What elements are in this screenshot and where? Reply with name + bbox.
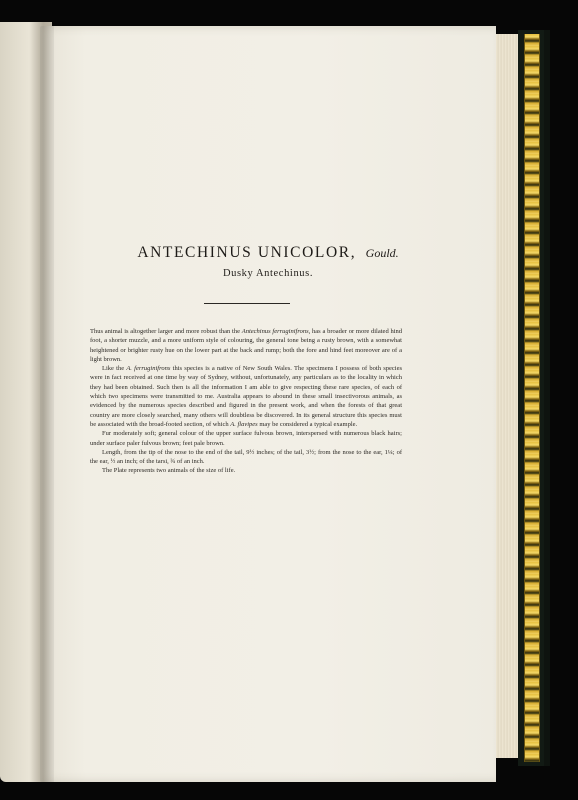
page-block-edges bbox=[496, 34, 519, 758]
text-run: The Plate represents two animals of the size of life. bbox=[102, 467, 236, 475]
description-paragraph bbox=[90, 364, 402, 429]
text-run: this species is a native of New South Wales. The specimens I possess of both species were in fact received at one time by way of Sydney, without, unfortunately, any particulars as to the locality in which they had been obtained. Such then is all the information I am able to give respecting these rare species, of each of which two specimens were transmitted to me. Australia appears to abound in these small insectivorous animals, as evidenced by the numerous species described and figured in the present work, and when the forests of that great country are more closely searched, many others will doubtless be discovered. In its general structure this species must be associated with the broad-footed section, of which bbox=[90, 365, 402, 428]
text-run: Like the bbox=[102, 365, 127, 373]
description-paragraph bbox=[90, 448, 402, 467]
text-run: may be considered a typical example. bbox=[257, 420, 358, 428]
cover-edge bbox=[544, 30, 550, 766]
gilt-tooling-ornament bbox=[524, 34, 540, 762]
text-run: , has a broader or more dilated hind foot, a shorter muzzle, and a more uniform style of colouring, the general tone being a rusty brown, with a somewhat heightened or brighter rusty hue on the lower part at the back and rump; both the fore and hind feet moreover are of a light brown. bbox=[90, 328, 403, 363]
text-run: Thus animal is altogether larger and more robust than the bbox=[90, 328, 242, 335]
description-paragraph bbox=[90, 327, 402, 364]
species-authority: Gould. bbox=[365, 246, 399, 260]
title-rule bbox=[204, 303, 290, 304]
species-title bbox=[40, 244, 496, 262]
text-run: Length, from the tip of the nose to the end of the tail, 9½ inches; of the tail, 3½; from the nose to the ear, 1¼; of the ear, ½ an inch; of the tarsi, ¾ of an inch. bbox=[90, 448, 402, 466]
italic-species-name: A. ferruginifrons bbox=[126, 365, 171, 373]
common-name: Dusky Antechinus. bbox=[222, 268, 314, 279]
description-text bbox=[90, 327, 402, 476]
description-paragraph bbox=[90, 429, 402, 448]
italic-species-name: Antechinus ferruginifrons bbox=[241, 328, 309, 335]
text-run: Fur moderately soft; general colour of the upper surface fulvous brown, interspersed with numerous black hairs; under surface paler fulvous brown; feet pale brown. bbox=[90, 430, 402, 447]
italic-species-name: A. flavipes bbox=[230, 420, 258, 428]
description-paragraph bbox=[90, 466, 402, 475]
species-name: ANTECHINUS UNICOLOR, bbox=[137, 244, 357, 261]
book-gutter-shadow bbox=[30, 22, 54, 782]
